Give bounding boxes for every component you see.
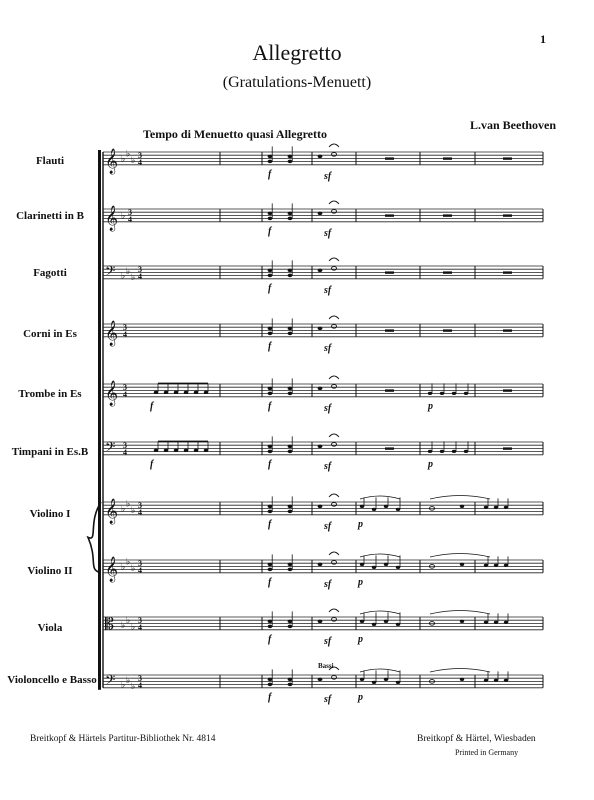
bass-clef-icon: 𝄢 bbox=[105, 671, 116, 691]
note-head bbox=[288, 683, 293, 687]
half-note-head bbox=[331, 561, 336, 565]
note-head bbox=[268, 450, 273, 454]
whole-rest-icon bbox=[385, 389, 394, 391]
note-head bbox=[268, 269, 273, 273]
note-head bbox=[174, 391, 178, 394]
time-signature-bottom: 4 bbox=[123, 329, 127, 339]
dynamic-forte: f bbox=[150, 400, 154, 412]
note-head bbox=[288, 620, 293, 624]
footer-publisher: Breitkopf & Härtel, Wiesbaden bbox=[417, 734, 536, 744]
note-head bbox=[288, 392, 293, 396]
treble-clef-icon: 𝄞 bbox=[105, 556, 119, 582]
flat-icon: ♭ bbox=[131, 564, 136, 574]
note-head bbox=[288, 327, 293, 331]
treble-clef-icon: 𝄞 bbox=[105, 380, 119, 406]
note-head bbox=[318, 155, 323, 159]
note-head bbox=[396, 566, 400, 569]
note-head bbox=[464, 392, 468, 395]
flat-icon: ♭ bbox=[121, 680, 126, 691]
note-head bbox=[318, 505, 323, 509]
note-head bbox=[384, 620, 388, 623]
instrument-label-flauti: Flauti bbox=[35, 155, 65, 167]
page-number: 1 bbox=[540, 32, 546, 46]
whole-rest-icon bbox=[443, 329, 452, 331]
dynamic-forte: f bbox=[150, 458, 154, 470]
note-head bbox=[318, 620, 323, 624]
slur bbox=[360, 669, 400, 672]
flat-icon: ♭ bbox=[121, 154, 126, 165]
note-head bbox=[288, 212, 293, 216]
note-head bbox=[268, 274, 273, 278]
flat-icon: ♭ bbox=[131, 273, 136, 284]
fermata-icon bbox=[329, 434, 339, 437]
note-head bbox=[440, 392, 444, 395]
note-head bbox=[318, 269, 323, 273]
note-head bbox=[494, 621, 498, 624]
note-head bbox=[154, 449, 158, 452]
note-head bbox=[460, 678, 464, 681]
flat-icon: ♭ bbox=[121, 504, 126, 515]
whole-rest-icon bbox=[385, 157, 394, 159]
dynamic-sforzando: sf bbox=[324, 284, 332, 296]
fermata-icon bbox=[329, 258, 339, 261]
dynamic-forte: f bbox=[268, 225, 272, 237]
note-head bbox=[452, 450, 456, 453]
time-signature-bottom: 4 bbox=[138, 507, 142, 517]
dynamic-sforzando: sf bbox=[324, 578, 332, 590]
note-head bbox=[372, 623, 376, 626]
note-head bbox=[318, 445, 323, 449]
time-signature-bottom: 4 bbox=[138, 565, 142, 575]
note-head bbox=[360, 563, 364, 566]
note-head bbox=[484, 506, 488, 509]
time-signature-top: 3 bbox=[138, 616, 142, 626]
time-signature-top: 3 bbox=[123, 383, 127, 393]
note-head bbox=[184, 449, 188, 452]
note-head bbox=[288, 450, 293, 454]
time-signature-top: 3 bbox=[138, 674, 142, 684]
tempo-marking: Tempo di Menuetto quasi Allegretto bbox=[143, 127, 328, 141]
half-note-head bbox=[331, 503, 336, 507]
instrument-label-timpani: Timpani in Es.B bbox=[11, 446, 89, 458]
bassi-label: Bassi bbox=[318, 662, 334, 670]
note-head bbox=[372, 681, 376, 684]
note-head bbox=[318, 387, 323, 391]
note-head bbox=[484, 679, 488, 682]
half-note-head bbox=[331, 267, 336, 271]
flat-icon: ♭ bbox=[121, 271, 126, 282]
treble-clef-icon: 𝄞 bbox=[105, 148, 119, 174]
whole-rest-icon bbox=[503, 157, 512, 159]
note-head bbox=[460, 563, 464, 566]
treble-clef-icon: 𝄞 bbox=[105, 320, 119, 346]
instrument-label-fagotti: Fagotti bbox=[33, 267, 67, 279]
dynamic-piano: p bbox=[358, 633, 363, 645]
instrument-label-trombe: Trombe in Es bbox=[18, 388, 82, 400]
note-head bbox=[494, 506, 498, 509]
time-signature-top: 3 bbox=[128, 208, 132, 218]
note-head bbox=[288, 568, 293, 572]
note-head bbox=[194, 391, 198, 394]
note-head bbox=[396, 508, 400, 511]
whole-rest-icon bbox=[503, 389, 512, 391]
note-head bbox=[268, 568, 273, 572]
note-head bbox=[204, 449, 208, 452]
flat-icon: ♭ bbox=[126, 616, 131, 627]
note-head bbox=[318, 563, 323, 567]
whole-rest-icon bbox=[443, 214, 452, 216]
flat-icon: ♭ bbox=[126, 149, 131, 160]
note-head bbox=[288, 505, 293, 509]
slur bbox=[360, 554, 400, 557]
note-head bbox=[396, 623, 400, 626]
time-signature-bottom: 4 bbox=[138, 680, 142, 690]
dynamic-forte: f bbox=[268, 400, 272, 412]
note-head bbox=[288, 445, 293, 449]
note-head bbox=[268, 445, 273, 449]
note-head bbox=[494, 679, 498, 682]
whole-rest-icon bbox=[503, 271, 512, 273]
time-signature-bottom: 4 bbox=[128, 214, 132, 224]
note-head bbox=[288, 269, 293, 273]
flat-icon: ♭ bbox=[131, 622, 136, 633]
note-head bbox=[318, 678, 323, 682]
note-head bbox=[288, 678, 293, 682]
note-head bbox=[360, 505, 364, 508]
note-head bbox=[288, 387, 293, 391]
dynamic-sforzando: sf bbox=[324, 227, 332, 239]
dynamic-piano: p bbox=[358, 691, 363, 703]
note-head bbox=[288, 510, 293, 514]
dynamic-sforzando: sf bbox=[324, 635, 332, 647]
note-head bbox=[464, 450, 468, 453]
whole-rest-icon bbox=[385, 329, 394, 331]
whole-rest-icon bbox=[503, 214, 512, 216]
slur bbox=[360, 496, 400, 499]
half-note-head bbox=[331, 210, 336, 214]
slur bbox=[430, 496, 490, 500]
note-head bbox=[460, 620, 464, 623]
flat-icon: ♭ bbox=[131, 682, 136, 693]
note-head bbox=[504, 506, 508, 509]
note-head bbox=[268, 327, 273, 331]
time-signature-bottom: 4 bbox=[138, 157, 142, 167]
note-head bbox=[318, 212, 323, 216]
fermata-icon bbox=[329, 144, 339, 147]
note-head bbox=[268, 620, 273, 624]
note-head bbox=[318, 327, 323, 331]
slur bbox=[360, 611, 400, 614]
note-head bbox=[372, 566, 376, 569]
note-head bbox=[288, 160, 293, 164]
bass-clef-icon: 𝄢 bbox=[105, 262, 116, 282]
dynamic-sforzando: sf bbox=[324, 342, 332, 354]
note-head bbox=[174, 449, 178, 452]
fermata-icon bbox=[329, 376, 339, 379]
dynamic-sforzando: sf bbox=[324, 460, 332, 472]
note-head bbox=[494, 564, 498, 567]
note-head bbox=[360, 678, 364, 681]
note-head bbox=[268, 387, 273, 391]
note-head bbox=[184, 391, 188, 394]
page-subtitle: (Gratulations-Menuett) bbox=[222, 74, 372, 91]
flat-icon: ♭ bbox=[126, 675, 131, 686]
note-head bbox=[384, 678, 388, 681]
flat-icon: ♭ bbox=[126, 499, 131, 510]
dynamic-forte: f bbox=[268, 168, 272, 180]
composer-name: L.van Beethoven bbox=[470, 118, 557, 132]
note-head bbox=[484, 564, 488, 567]
time-signature-bottom: 4 bbox=[138, 622, 142, 632]
dynamic-forte: f bbox=[268, 518, 272, 530]
instrument-label-violoncello: Violoncello e Basso bbox=[7, 674, 97, 686]
note-head bbox=[288, 332, 293, 336]
note-head bbox=[484, 621, 488, 624]
time-signature-bottom: 4 bbox=[123, 389, 127, 399]
treble-clef-icon: 𝄞 bbox=[105, 205, 119, 231]
note-head bbox=[268, 678, 273, 682]
fermata-icon bbox=[329, 201, 339, 204]
alto-clef-icon: 𝄡 bbox=[105, 613, 114, 633]
footer-publisher-series: Breitkopf & Härtels Partitur-Bibliothek Nr. 4814 bbox=[30, 734, 216, 744]
note-head bbox=[164, 391, 168, 394]
note-head bbox=[360, 620, 364, 623]
flat-icon: ♭ bbox=[126, 266, 131, 277]
dynamic-forte: f bbox=[268, 282, 272, 294]
flat-icon: ♭ bbox=[121, 562, 126, 573]
half-note-head bbox=[331, 325, 336, 329]
slur bbox=[430, 611, 490, 615]
note-head bbox=[268, 217, 273, 221]
note-head bbox=[288, 563, 293, 567]
time-signature-top: 3 bbox=[138, 265, 142, 275]
flat-icon: ♭ bbox=[121, 211, 126, 222]
note-head bbox=[428, 450, 432, 453]
flat-icon: ♭ bbox=[131, 156, 136, 166]
whole-rest-icon bbox=[443, 271, 452, 273]
note-head bbox=[154, 391, 158, 394]
instrument-label-violino-2: Violino II bbox=[27, 565, 73, 577]
dynamic-forte: f bbox=[268, 340, 272, 352]
dynamic-sforzando: sf bbox=[324, 520, 332, 532]
whole-rest-icon bbox=[503, 329, 512, 331]
note-head bbox=[268, 155, 273, 159]
bass-clef-icon: 𝄢 bbox=[105, 438, 116, 458]
dynamic-piano: p bbox=[428, 458, 433, 470]
dynamic-sforzando: sf bbox=[324, 402, 332, 414]
note-head bbox=[384, 505, 388, 508]
footer-printed-in: Printed in Germany bbox=[455, 748, 519, 757]
note-head bbox=[268, 160, 273, 164]
note-head bbox=[288, 217, 293, 221]
note-head bbox=[268, 212, 273, 216]
whole-rest-icon bbox=[443, 157, 452, 159]
whole-rest-icon bbox=[385, 447, 394, 449]
dynamic-forte: f bbox=[268, 691, 272, 703]
time-signature-top: 3 bbox=[123, 323, 127, 333]
treble-clef-icon: 𝄞 bbox=[105, 498, 119, 524]
half-note-head bbox=[331, 676, 336, 680]
system-bracket bbox=[98, 150, 101, 690]
note-head bbox=[452, 392, 456, 395]
instrument-label-violino-1: Violino I bbox=[29, 508, 71, 520]
dynamic-piano: p bbox=[358, 576, 363, 588]
time-signature-top: 3 bbox=[123, 441, 127, 451]
note-head bbox=[288, 274, 293, 278]
time-signature-top: 3 bbox=[138, 151, 142, 161]
note-head bbox=[268, 505, 273, 509]
fermata-icon bbox=[329, 316, 339, 319]
whole-rest-icon bbox=[503, 447, 512, 449]
note-head bbox=[384, 563, 388, 566]
dynamic-forte: f bbox=[268, 458, 272, 470]
flat-icon: ♭ bbox=[126, 557, 131, 568]
note-head bbox=[268, 332, 273, 336]
note-head bbox=[396, 681, 400, 684]
note-head bbox=[204, 391, 208, 394]
note-head bbox=[504, 679, 508, 682]
time-signature-bottom: 4 bbox=[138, 271, 142, 281]
note-head bbox=[268, 563, 273, 567]
instrument-label-clarinetti: Clarinetti in B bbox=[16, 210, 84, 222]
half-note-head bbox=[331, 385, 336, 389]
page-title: Allegretto bbox=[252, 40, 342, 65]
dynamic-sforzando: sf bbox=[324, 693, 332, 705]
note-head bbox=[504, 621, 508, 624]
dynamic-piano: p bbox=[358, 518, 363, 530]
note-head bbox=[372, 508, 376, 511]
instrument-label-viola: Viola bbox=[37, 622, 63, 634]
instrument-label-corni: Corni in Es bbox=[23, 328, 77, 340]
note-head bbox=[288, 155, 293, 159]
dynamic-piano: p bbox=[428, 400, 433, 412]
note-head bbox=[268, 625, 273, 629]
note-head bbox=[164, 449, 168, 452]
note-head bbox=[268, 510, 273, 514]
half-note-head bbox=[331, 618, 336, 622]
time-signature-top: 3 bbox=[138, 501, 142, 511]
note-head bbox=[194, 449, 198, 452]
note-head bbox=[440, 450, 444, 453]
note-head bbox=[268, 392, 273, 396]
half-note-head bbox=[331, 443, 336, 447]
half-note-head bbox=[331, 153, 336, 157]
time-signature-bottom: 4 bbox=[123, 447, 127, 457]
note-head bbox=[268, 683, 273, 687]
fermata-icon bbox=[329, 494, 339, 497]
note-head bbox=[460, 505, 464, 508]
dynamic-sforzando: sf bbox=[324, 170, 332, 182]
flat-icon: ♭ bbox=[121, 621, 126, 631]
note-head bbox=[504, 564, 508, 567]
whole-rest-icon bbox=[385, 214, 394, 216]
note-head bbox=[428, 392, 432, 395]
dynamic-forte: f bbox=[268, 576, 272, 588]
slur bbox=[430, 669, 490, 673]
dynamic-forte: f bbox=[268, 633, 272, 645]
time-signature-top: 3 bbox=[138, 559, 142, 569]
slur bbox=[430, 554, 490, 558]
whole-rest-icon bbox=[385, 271, 394, 273]
fermata-icon bbox=[329, 609, 339, 612]
fermata-icon bbox=[329, 552, 339, 555]
note-head bbox=[288, 625, 293, 629]
flat-icon: ♭ bbox=[131, 506, 136, 516]
